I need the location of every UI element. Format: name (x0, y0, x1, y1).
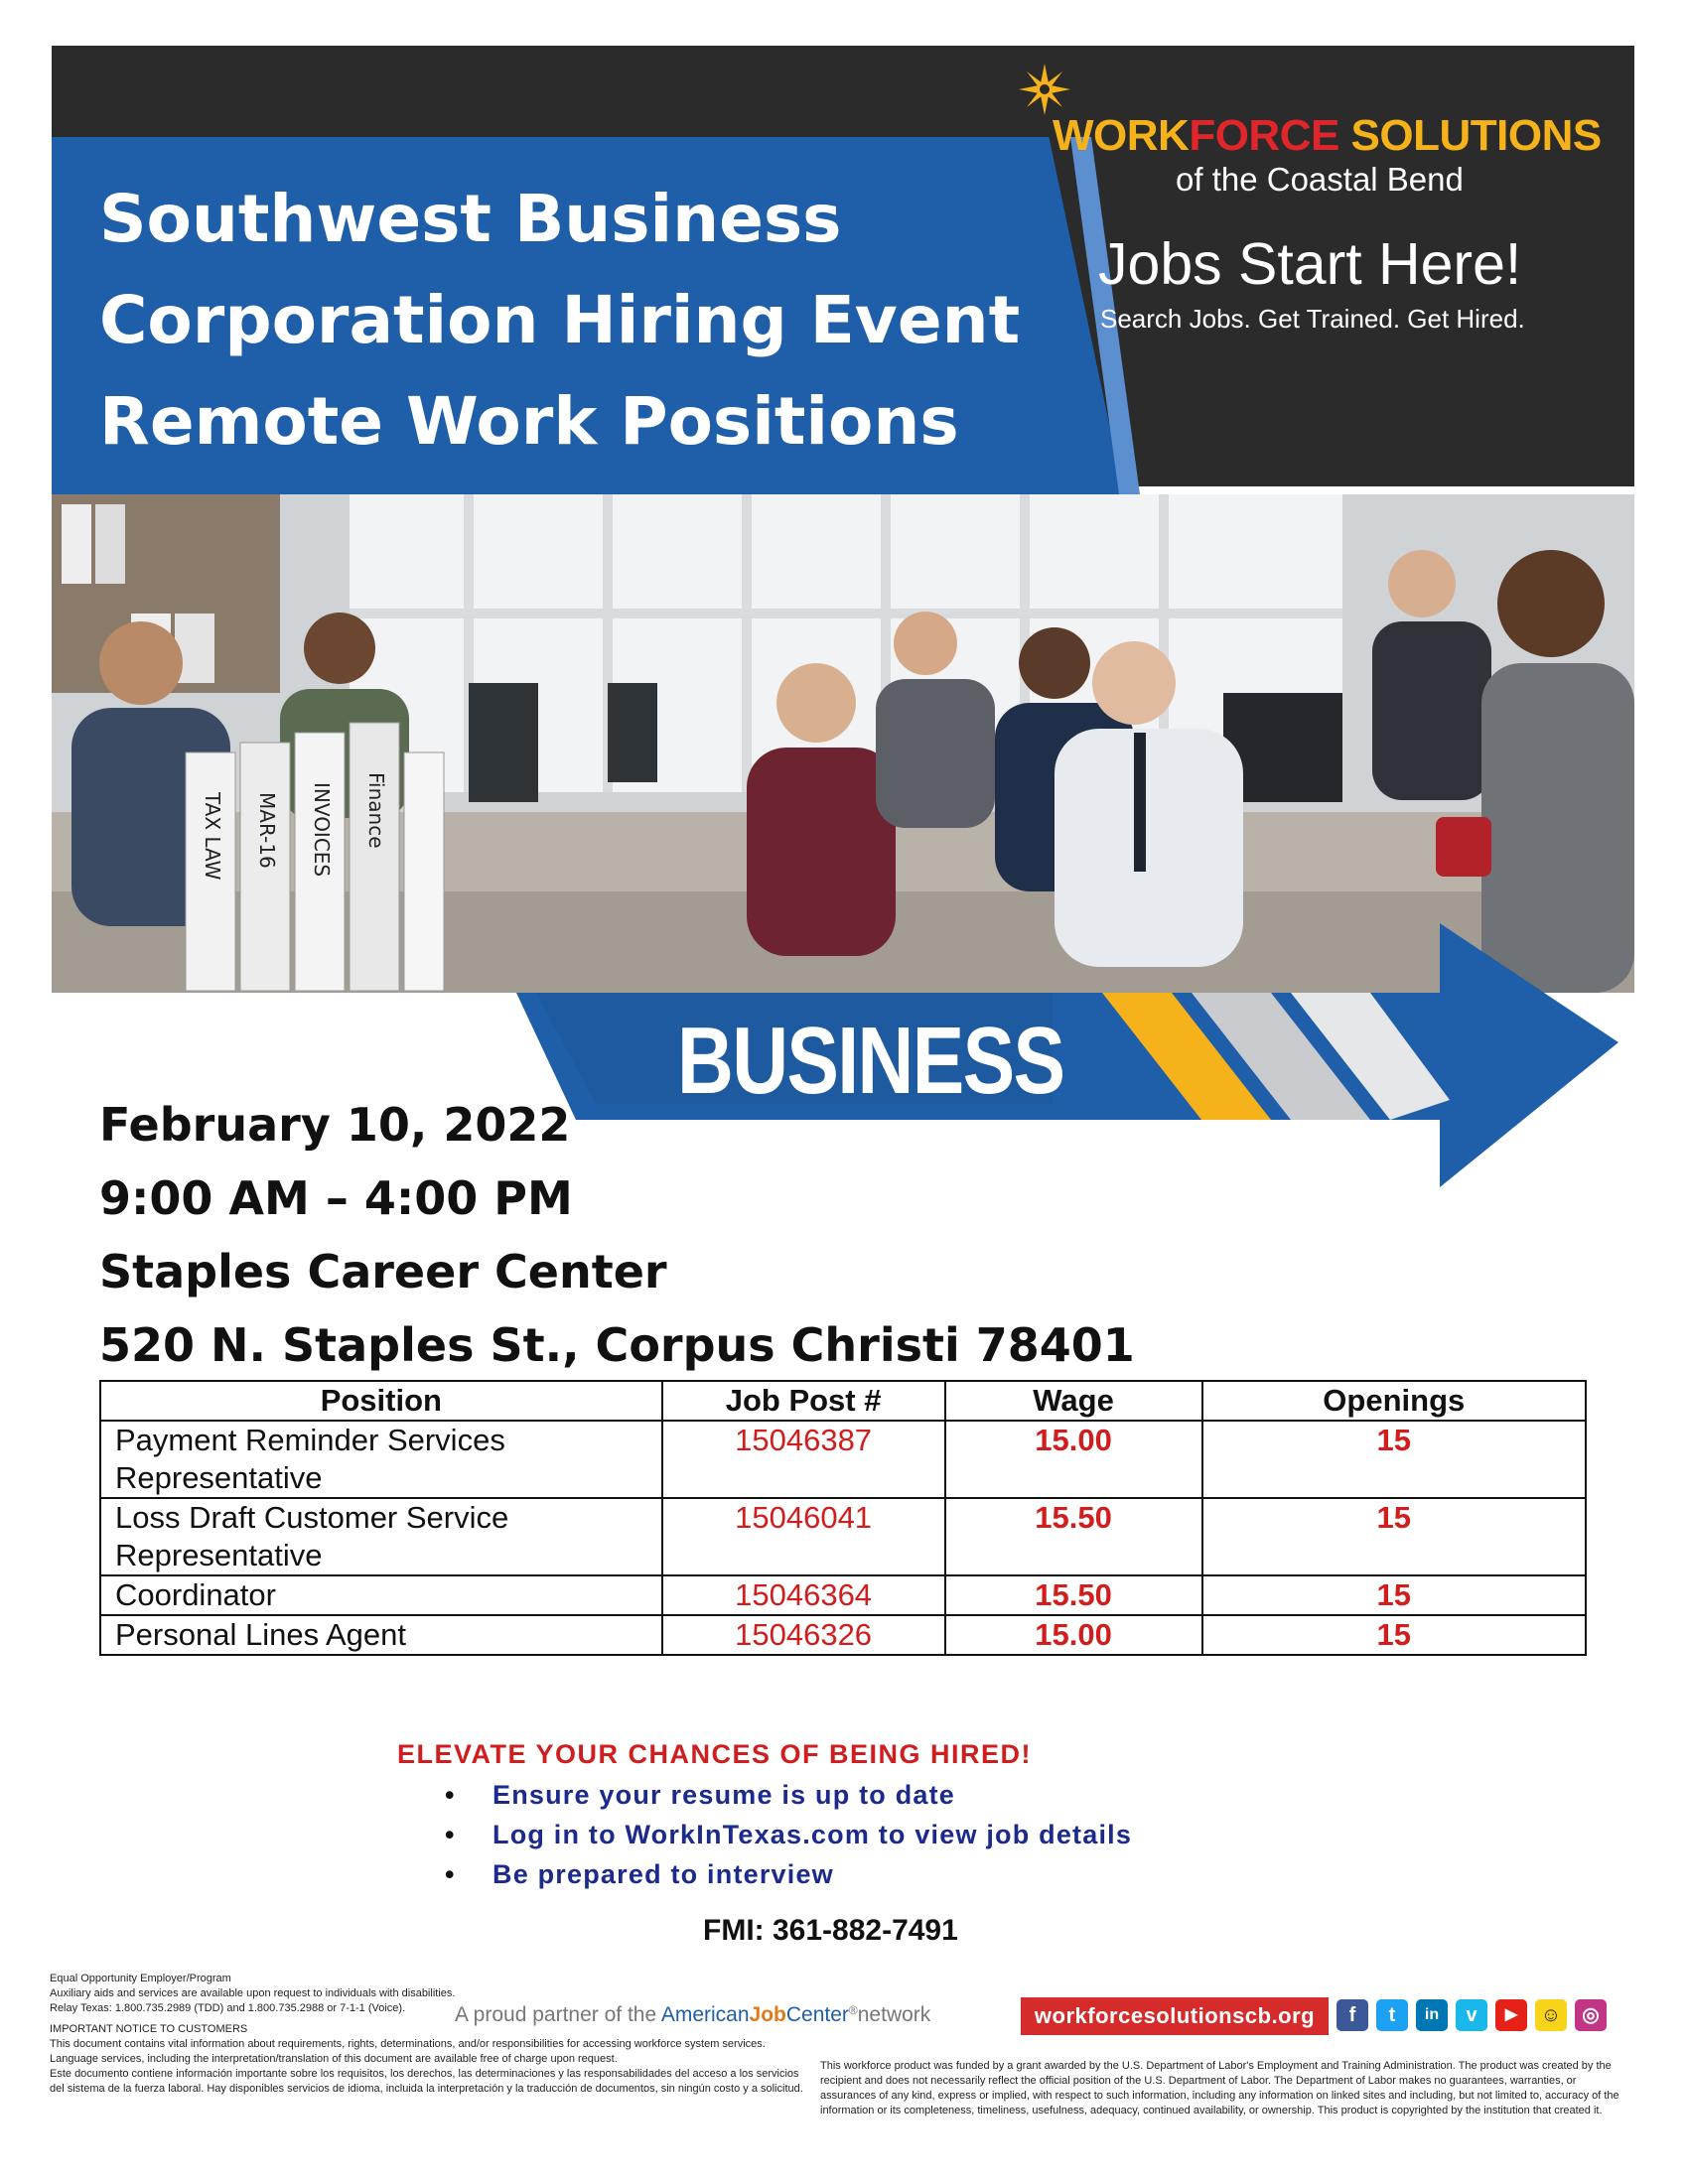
position-cell: Coordinator (100, 1575, 662, 1615)
list-item (445, 1854, 1132, 1894)
event-address: 520 N. Staples St., Corpus Christi 78401 (99, 1318, 1135, 1372)
binder-label: TAX LAW (201, 792, 224, 881)
table-header-row (100, 1381, 1586, 1421)
tagline: Jobs Start Here! (1098, 231, 1522, 297)
eeo-line: Auxiliary aids and services are available upon request to individuals with disabilities. (50, 1987, 456, 1999)
position-cell: Personal Lines Agent (100, 1615, 662, 1655)
table-row (100, 1615, 1586, 1655)
notice-line: del sistema de la fuerza laboral. Hay disponibles servicios de idioma, incluida la interpretación y la traducción de documentos, sin ningún costo y a solicitud. (50, 2083, 803, 2095)
title-line: Southwest Business (99, 181, 842, 257)
office-photo (52, 494, 1634, 993)
list-item (445, 1775, 1132, 1815)
column-header-job-post: Job Post # (662, 1381, 945, 1421)
eeo-line: Equal Opportunity Employer/Program (50, 1973, 231, 1984)
title-line: Remote Work Positions (99, 383, 959, 460)
position-cell: Loss Draft Customer Service Representative (100, 1498, 662, 1575)
event-date: February 10, 2022 (99, 1098, 571, 1152)
tip-text: Log in to WorkInTexas.com to view job details (492, 1820, 1133, 1849)
list-item (445, 1815, 1133, 1854)
tips-list (445, 1775, 1133, 1894)
event-venue: Staples Career Center (99, 1245, 667, 1298)
twitter-icon[interactable]: t (1376, 1999, 1408, 2031)
job-post-cell: 15046041 (662, 1498, 945, 1575)
wage-cell: 15.00 (945, 1421, 1202, 1498)
american-job-center-partner: A proud partner of the AmericanJobCenter®network (455, 2003, 931, 2026)
tagline-subtext: Search Jobs. Get Trained. Get Hired. (1100, 304, 1525, 334)
eeo-line: Relay Texas: 1.800.735.2989 (TDD) and 1.800.735.2988 or 7-1-1 (Voice). (50, 2002, 406, 2014)
event-details (99, 1088, 1135, 1382)
table-row (100, 1421, 1586, 1498)
tips-heading: ELEVATE YOUR CHANCES OF BEING HIRED! (397, 1739, 1033, 1769)
notice-line: Language services, including the interpretation/translation of this document are available free of charge upon request. (50, 2053, 618, 2065)
openings-cell: 15 (1202, 1498, 1586, 1575)
title-line: Corporation Hiring Event (99, 282, 1021, 358)
legal-notice (50, 1972, 804, 2097)
vimeo-icon[interactable]: v (1456, 1999, 1487, 2031)
contact-phone: FMI: 361-882-7491 (703, 1914, 958, 1947)
brand-logo-text: WORKFORCE SOLUTIONS (1053, 111, 1602, 160)
job-post-cell: 15046326 (662, 1615, 945, 1655)
instagram-icon[interactable]: ◎ (1575, 1999, 1607, 2031)
positions-table (99, 1380, 1587, 1656)
column-header-position: Position (100, 1381, 662, 1421)
star-logo-icon (1017, 62, 1072, 117)
binder-label: MAR-16 (255, 792, 279, 869)
binder-label: INVOICES (310, 782, 334, 878)
wage-cell: 15.00 (945, 1615, 1202, 1655)
openings-cell: 15 (1202, 1575, 1586, 1615)
notice-line: Este documento contiene información importante sobre los requisitos, los derechos, las determinaciones y las responsabilidades del acceso a los servicios (50, 2068, 799, 2080)
bullet-icon: • (445, 1859, 456, 1889)
wage-cell: 15.50 (945, 1498, 1202, 1575)
bullet-icon: • (445, 1780, 456, 1810)
table-row (100, 1575, 1586, 1615)
openings-cell: 15 (1202, 1421, 1586, 1498)
binder-label: Finance (364, 772, 388, 849)
tip-text: Ensure your resume is up to date (492, 1780, 956, 1810)
brand-subtitle: of the Coastal Bend (1176, 161, 1464, 198)
event-time: 9:00 AM – 4:00 PM (99, 1171, 573, 1225)
job-post-cell: 15046387 (662, 1421, 945, 1498)
job-post-cell: 15046364 (662, 1575, 945, 1615)
youtube-icon[interactable]: ▶ (1495, 1999, 1527, 2031)
bullet-icon: • (445, 1820, 456, 1849)
linkedin-icon[interactable]: in (1416, 1999, 1448, 2031)
notice-line: This document contains vital information about requirements, rights, determinations, and/or responsibilities for accessing workforce system services. (50, 2038, 766, 2050)
table-row (100, 1498, 1586, 1575)
snapchat-icon[interactable]: ☺ (1535, 1999, 1567, 2031)
wage-cell: 15.50 (945, 1575, 1202, 1615)
page-title (99, 169, 1053, 473)
openings-cell: 15 (1202, 1615, 1586, 1655)
funding-disclaimer: This workforce product was funded by a grant awarded by the U.S. Department of Labor's Employment and Training Administration. The product was created by the recipient and does not necessarily reflect the official position of the U.S. Department of Labor. The Department of Labor makes no guarantees, warranties, or assurances of any kind, express or implied, with respect to such information, including any information on linked sites and including, but not limited to, accuracy of the information or its completeness, timeliness, usefulness, adequacy, continued availability, or ownership. This product is copyrighted by the institution that created it. (820, 2060, 1619, 2116)
column-header-wage: Wage (945, 1381, 1202, 1421)
website-link[interactable]: workforcesolutionscb.org (1021, 1997, 1329, 2035)
position-cell: Payment Reminder Services Representative (100, 1421, 662, 1498)
business-banner-label: BUSINESS (677, 1008, 1064, 1114)
column-header-openings: Openings (1202, 1381, 1586, 1421)
notice-line: IMPORTANT NOTICE TO CUSTOMERS (50, 2023, 248, 2035)
tip-text: Be prepared to interview (492, 1859, 834, 1889)
facebook-icon[interactable]: f (1336, 1999, 1368, 2031)
